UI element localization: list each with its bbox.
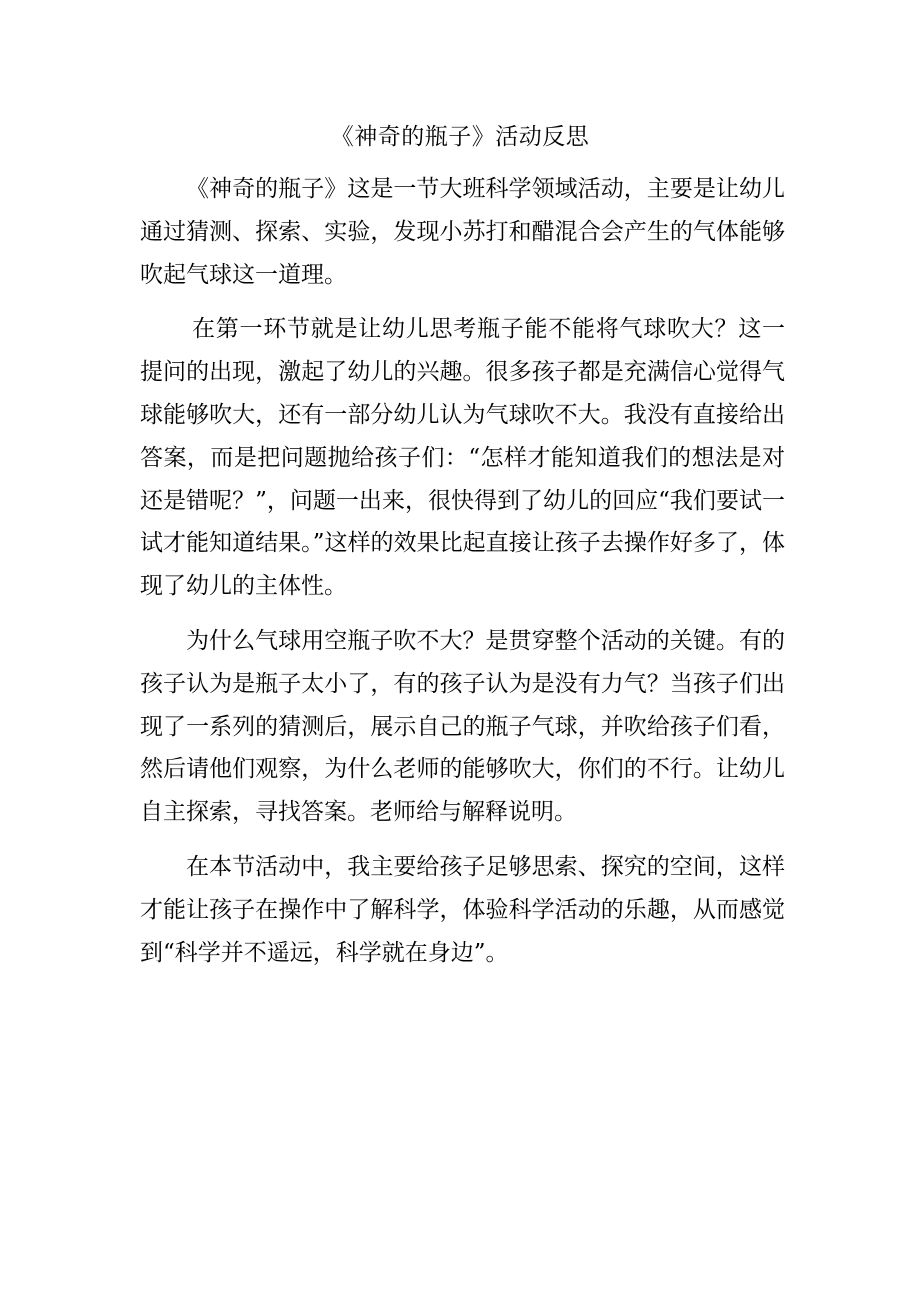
paragraph-conclusion: 在本节活动中，我主要给孩子足够思索、探究的空间，这样才能让孩子在操作中了解科学，体验科学活动的乐趣，从而感觉到“科学并不遥远，科学就在身边”。	[140, 853, 785, 966]
document-body	[140, 168, 785, 986]
paragraph-intro: 《神奇的瓶子》这是一节大班科学领域活动，主要是让幼儿通过猜测、探索、实验，发现小苏打和醋混合会产生的气体能够吹起气球这一道理。	[140, 176, 785, 288]
paragraph-key-question: 为什么气球用空瓶子吹不大？是贯穿整个活动的关键。有的孩子认为是瓶子太小了，有的孩子认为是没有力气？当孩子们出现了一系列的猜测后，展示自己的瓶子气球，并吹给孩子们看，然后请他们观察，为什么老师的能够吹大，你们的不行。让幼儿自主探索，寻找答案。老师给与解释说明。	[140, 627, 785, 826]
document-title: 《神奇的瓶子》活动反思	[330, 124, 590, 150]
paragraph-first-step: 在第一环节就是让幼儿思考瓶子能不能将气球吹大？这一提问的出现，激起了幼儿的兴趣。很多孩子都是充满信心觉得气球能够吹大，还有一部分幼儿认为气球吹不大。我没有直接给出答案，而是把问题抛给孩子们：“怎样才能知道我们的想法是对还是错呢？”，问题一出来，很快得到了幼儿的回应“我们要试一试才能知道结果。”这样的效果比起直接让孩子去操作好多了，体现了幼儿的主体性。	[140, 316, 785, 600]
